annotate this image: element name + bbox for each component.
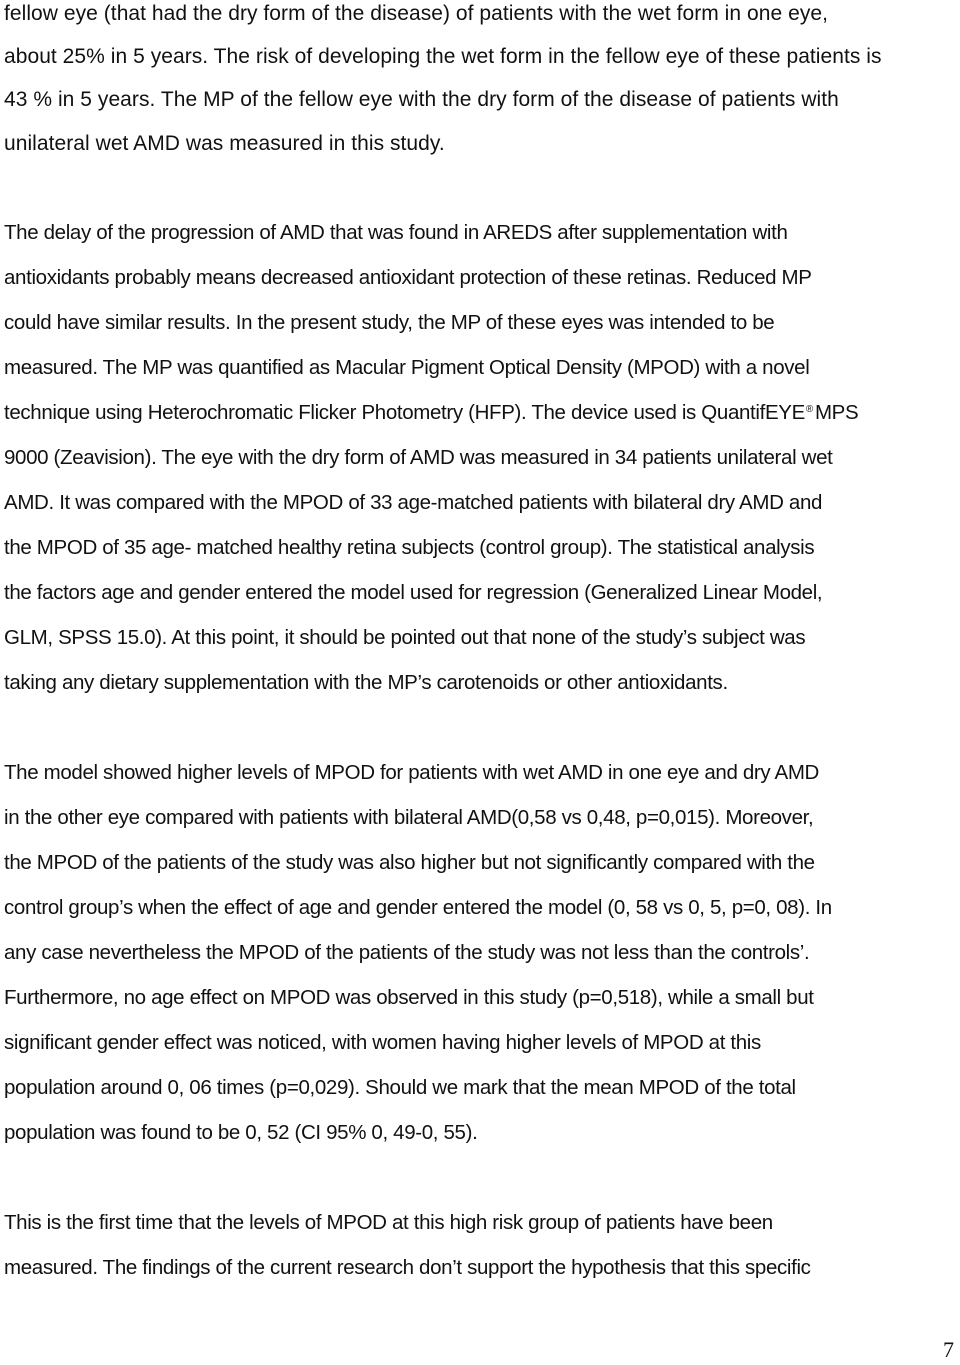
text-line: about 25% in 5 years. The risk of developing the wet form in the fellow eye of these patients is xyxy=(4,45,882,68)
page-number: 7 xyxy=(943,1337,954,1362)
text-line: AMD. It was compared with the MPOD of 33 age-matched patients with bilateral dry AMD and xyxy=(4,491,823,514)
text-line: could have similar results. In the present study, the MP of these eyes was intended to be xyxy=(4,311,775,334)
text-line: fellow eye (that had the dry form of the disease) of patients with the wet form in one eye, xyxy=(4,2,828,25)
text-line: taking any dietary supplementation with the MP’s carotenoids or other antioxidants. xyxy=(4,671,728,694)
text-line: Furthermore, no age effect on MPOD was observed in this study (p=0,518), while a small but xyxy=(4,986,814,1009)
text-line: The model showed higher levels of MPOD for patients with wet AMD in one eye and dry AMD xyxy=(4,761,820,784)
text-line-part: MPS xyxy=(814,401,859,424)
text-line xyxy=(4,403,858,424)
registered-mark: ® xyxy=(805,404,813,415)
text-line: The delay of the progression of AMD that was found in AREDS after supplementation with xyxy=(4,221,788,244)
text-line: GLM, SPSS 15.0). At this point, it should be pointed out that none of the study’s subject was xyxy=(4,626,806,649)
text-line: unilateral wet AMD was measured in this study. xyxy=(4,132,445,155)
text-line: the factors age and gender entered the model used for regression (Generalized Linear Model, xyxy=(4,581,823,604)
text-line: This is the first time that the levels of MPOD at this high risk group of patients have been xyxy=(4,1211,773,1234)
text-line: measured. The MP was quantified as Macular Pigment Optical Density (MPOD) with a novel xyxy=(4,356,810,379)
text-line: antioxidants probably means decreased antioxidant protection of these retinas. Reduced MP xyxy=(4,266,812,289)
text-line: the MPOD of 35 age- matched healthy retina subjects (control group). The statistical analysis xyxy=(4,536,815,559)
text-line: any case nevertheless the MPOD of the patients of the study was not less than the controls’. xyxy=(4,941,810,964)
text-line: population around 0, 06 times (p=0,029). Should we mark that the mean MPOD of the total xyxy=(4,1076,796,1099)
text-line-part: technique using Heterochromatic Flicker Photometry (HFP). The device used is QuantifEYE xyxy=(4,401,805,424)
text-line: control group’s when the effect of age and gender entered the model (0, 58 vs 0, 5, p=0, 08). In xyxy=(4,896,832,919)
text-line: measured. The findings of the current research don’t support the hypothesis that this specific xyxy=(4,1256,811,1279)
text-line: 43 % in 5 years. The MP of the fellow eye with the dry form of the disease of patients with xyxy=(4,88,839,111)
text-line: significant gender effect was noticed, with women having higher levels of MPOD at this xyxy=(4,1031,761,1054)
text-line: population was found to be 0, 52 (CI 95% 0, 49-0, 55). xyxy=(4,1121,478,1144)
text-line: the MPOD of the patients of the study was also higher but not significantly compared with the xyxy=(4,851,815,874)
text-line: in the other eye compared with patients with bilateral AMD(0,58 vs 0,48, p=0,015). Moreover, xyxy=(4,806,814,829)
text-line: 9000 (Zeavision). The eye with the dry form of AMD was measured in 34 patients unilateral wet xyxy=(4,446,833,469)
